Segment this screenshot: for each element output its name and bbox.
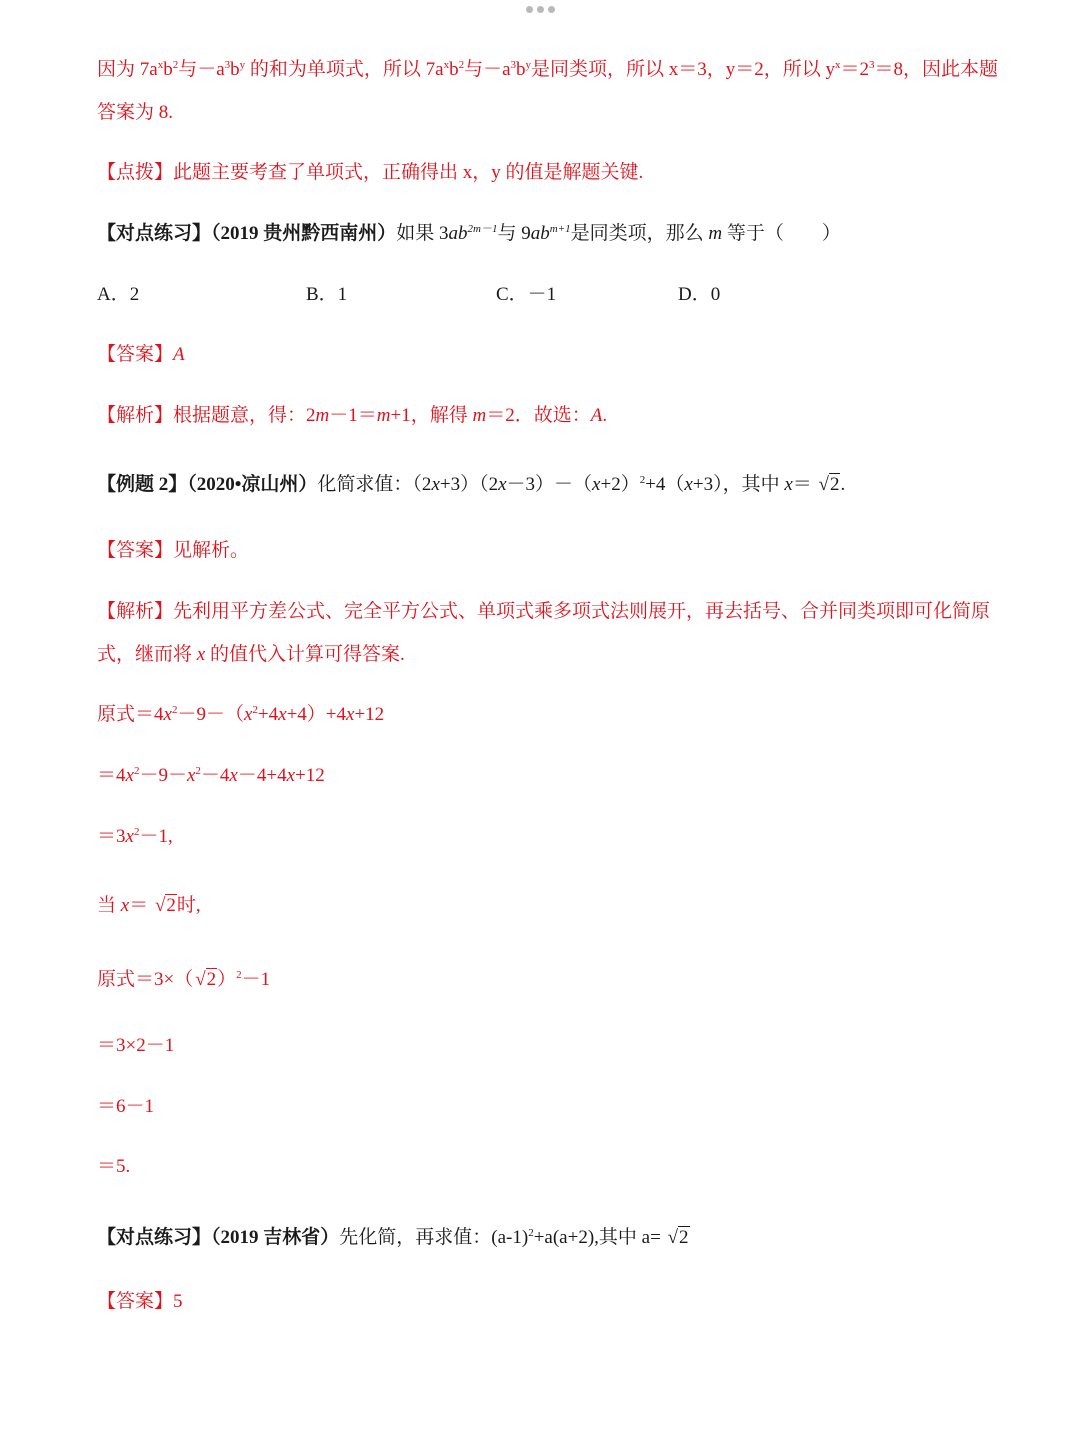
text: 先化简，再求值：(a-1): [339, 1227, 529, 1248]
answer-tag: 【答案】: [97, 540, 174, 561]
analysis-text: 先利用平方差公式、完全平方公式、单项式乘多项式法则展开，再去括号、合并同类项即可化简原: [173, 601, 991, 622]
text: 3: [510, 59, 516, 71]
text: m+1: [549, 223, 571, 235]
text: 3: [224, 59, 231, 71]
text: 2: [133, 765, 140, 777]
text: 2: [236, 969, 242, 981]
example-source: （2020•凉山州）: [187, 474, 318, 495]
text: 2: [528, 1227, 534, 1239]
text: 是同类项，所以 x＝3，y＝2，所以 y: [531, 59, 836, 80]
text: －1: [241, 969, 271, 990]
text: 根据题意，得：2: [173, 405, 316, 426]
text: ab: [448, 223, 468, 244]
text: m: [315, 405, 330, 426]
text: ab: [530, 223, 550, 244]
radicand: 2: [206, 969, 217, 990]
text: A: [590, 405, 603, 426]
text: 因为 7a: [97, 59, 158, 80]
text: 2: [252, 704, 258, 716]
dot: [548, 6, 555, 13]
text: x: [186, 765, 196, 786]
text: m: [472, 405, 487, 426]
text: x: [196, 644, 206, 665]
analysis-1: [97, 404, 990, 428]
dot: [537, 6, 544, 13]
text: 是同类项，那么: [570, 223, 709, 244]
text: 的值代入计算可得答案.: [205, 644, 405, 665]
tip-text: 此题主要考查了单项式，正确得出 x，y 的值是解题关键.: [173, 162, 644, 183]
radicand: 2: [829, 474, 840, 495]
text: m: [376, 405, 391, 426]
text: 等于（ ）: [722, 223, 841, 244]
text: ）: [217, 969, 237, 990]
step-2: [97, 764, 990, 788]
choice-d[interactable]: D．0: [678, 284, 721, 305]
sqrt-symbol: √2: [154, 895, 176, 916]
practice-tag: 【对点练习】: [97, 1227, 212, 1248]
text: +4）+4: [286, 704, 346, 725]
text: x: [431, 474, 440, 495]
text: 时,: [176, 895, 201, 916]
example-tag: 【例题 2】: [97, 474, 188, 495]
text: 与－a: [464, 59, 511, 80]
text: .: [602, 405, 608, 426]
choice-a[interactable]: A．2: [97, 284, 140, 305]
text: y: [239, 59, 246, 71]
text: x: [243, 704, 253, 725]
practice-source: （2019 吉林省）: [211, 1227, 340, 1248]
text: .: [840, 474, 846, 495]
text: ＝3: [97, 826, 126, 847]
sqrt-symbol: √2: [818, 474, 840, 495]
text: +2）: [600, 474, 640, 495]
text: 2: [639, 474, 646, 486]
step-4: [97, 894, 990, 918]
text: 2: [133, 826, 140, 838]
text: －3）－（: [506, 474, 593, 495]
step-6: ＝3×2－1: [97, 1035, 175, 1056]
answer-3: [97, 1290, 990, 1314]
text: b: [449, 59, 459, 80]
text: x: [684, 474, 693, 495]
choice-c[interactable]: C．－1: [496, 284, 557, 305]
answer-text: 5: [173, 1291, 183, 1312]
text: x: [125, 826, 134, 847]
window-handle[interactable]: [0, 6, 1080, 13]
text: －1,: [139, 826, 173, 847]
sqrt-symbol: √2: [195, 969, 217, 990]
step-8: ＝5.: [97, 1156, 131, 1177]
text: x: [443, 59, 450, 71]
text: 如果 3: [396, 223, 449, 244]
text: 2: [171, 704, 178, 716]
text: +3）（2: [439, 474, 499, 495]
text: x: [278, 704, 287, 725]
text: x: [346, 704, 355, 725]
paragraph-explanation-1b: 答案为 8.: [97, 102, 174, 123]
radicand: 2: [679, 1227, 689, 1248]
analysis-tag: 【解析】: [97, 601, 174, 622]
text: +1，解得: [390, 405, 473, 426]
text: b: [230, 59, 240, 80]
tip-paragraph: [97, 161, 990, 185]
text: ＝: [129, 895, 153, 916]
text: 2: [195, 765, 201, 777]
text: 与－a: [178, 59, 225, 80]
practice-tag: 【对点练习】: [97, 223, 212, 244]
analysis-2-continued: [97, 643, 990, 667]
text: +3），其中: [692, 474, 785, 495]
choice-b[interactable]: B．1: [306, 284, 348, 305]
text: －9－: [139, 765, 187, 786]
practice-question-2: [97, 1226, 990, 1250]
radicand: 2: [166, 895, 176, 916]
text: 化简求值：（2: [317, 474, 432, 495]
analysis-tag: 【解析】: [97, 405, 174, 426]
answer-1: [97, 343, 990, 367]
answer-2: [97, 539, 990, 563]
text: x: [835, 59, 841, 71]
text: x: [498, 474, 507, 495]
text: x: [286, 765, 296, 786]
answer-tag: 【答案】: [97, 1291, 174, 1312]
text: x: [784, 474, 793, 495]
text: 原式＝4: [97, 704, 164, 725]
text: －1＝: [329, 405, 377, 426]
text: 的和为单项式，所以 7a: [245, 59, 444, 80]
text: x: [592, 474, 601, 495]
analysis-2: [97, 600, 990, 624]
text: 原式＝3×（: [97, 969, 194, 990]
text: +4（: [645, 474, 685, 495]
text: －9－（: [177, 704, 244, 725]
practice-source: （2019 贵州黔西南州）: [211, 223, 397, 244]
text: 当: [97, 895, 121, 916]
text: ＝8，因此本题: [874, 59, 999, 80]
text: 3: [869, 59, 875, 71]
text: x: [157, 59, 164, 71]
text: x: [120, 895, 130, 916]
text: 与 9: [497, 223, 531, 244]
dot: [526, 6, 533, 13]
answer-text: 见解析。: [173, 540, 250, 561]
text: x: [229, 765, 238, 786]
text: 2: [458, 59, 465, 71]
text: 2: [172, 59, 179, 71]
text: －4: [200, 765, 230, 786]
text: +4: [257, 704, 279, 725]
sqrt-symbol: √2: [667, 1227, 689, 1248]
paragraph-explanation-1: [97, 58, 999, 82]
text: 2m－1: [467, 223, 498, 235]
text: －4+4: [237, 765, 287, 786]
step-7: ＝6－1: [97, 1096, 155, 1117]
answer-tag: 【答案】: [97, 344, 174, 365]
step-3: [97, 825, 990, 849]
step-1: [97, 703, 990, 727]
text: ＝: [792, 474, 817, 495]
choices-row: [97, 283, 990, 307]
text: b: [516, 59, 526, 80]
tip-tag: 【点拨】: [97, 162, 174, 183]
text: x: [163, 704, 172, 725]
text: ＝2．故选：: [486, 405, 591, 426]
text: +12: [295, 765, 325, 786]
text: ＝4: [97, 765, 126, 786]
step-5: [97, 968, 990, 992]
text: ＝2: [840, 59, 870, 80]
practice-question-1: [97, 222, 990, 246]
text: 式，继而将: [97, 644, 197, 665]
text: m: [708, 223, 723, 244]
answer-text: A: [173, 344, 185, 365]
text: b: [163, 59, 173, 80]
example-question-2: [97, 473, 990, 497]
text: y: [525, 59, 531, 71]
text: +12: [354, 704, 385, 725]
text: x: [125, 765, 134, 786]
text: +a(a+2),其中 a=: [533, 1227, 666, 1248]
